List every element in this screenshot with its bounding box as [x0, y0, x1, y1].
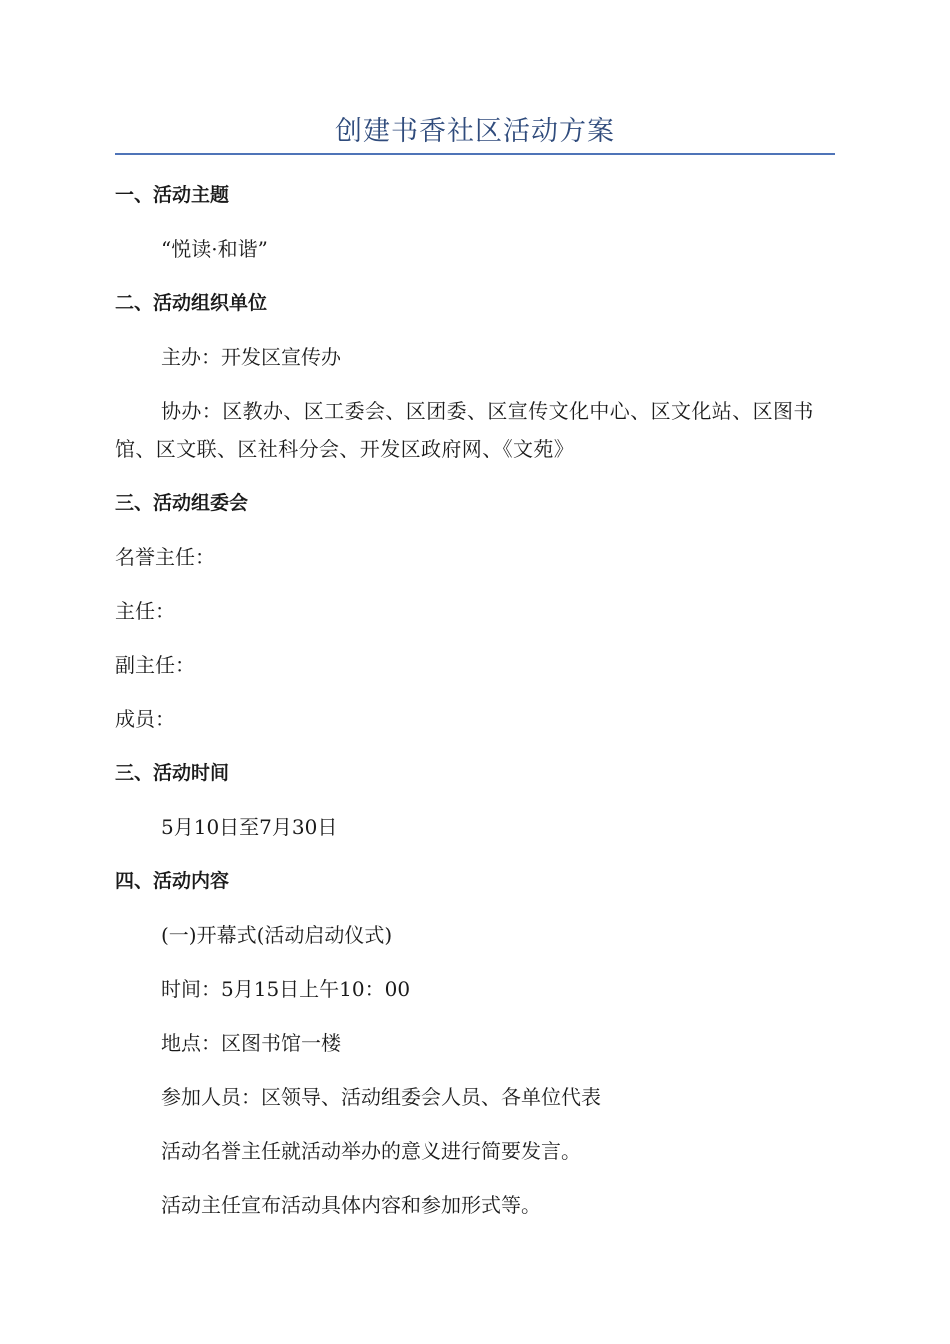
opening-ceremony-title: (一)开幕式(活动启动仪式) — [161, 923, 393, 947]
time-text: 5月10日至7月30日 — [161, 815, 338, 839]
opening-attendees: 参加人员：区领导、活动组委会人员、各单位代表 — [161, 1085, 601, 1109]
co-host-paragraph: 协办：区教办、区工委会、区团委、区宣传文化中心、区文化站、区图书馆、区文联、区社科分会、开发区政府网、《文苑》 — [115, 399, 814, 461]
committee-honorary-director: 名誉主任： — [115, 545, 215, 569]
title-underline — [115, 153, 835, 155]
section-heading-organizers: 二、活动组织单位 — [115, 292, 268, 314]
opening-place: 地点：区图书馆一楼 — [161, 1031, 341, 1055]
host-line: 主办：开发区宣传办 — [161, 345, 341, 369]
committee-director: 主任： — [115, 599, 175, 623]
theme-text: “悦读·和谐” — [161, 237, 268, 261]
section-heading-theme: 一、活动主题 — [115, 184, 230, 206]
section-heading-time: 三、活动时间 — [115, 762, 230, 784]
document-title: 创建书香社区活动方案 — [335, 116, 615, 147]
opening-announcement: 活动主任宣布活动具体内容和参加形式等。 — [161, 1193, 541, 1217]
committee-deputy-director: 副主任： — [115, 653, 195, 677]
section-heading-committee: 三、活动组委会 — [115, 492, 249, 514]
section-heading-content: 四、活动内容 — [115, 870, 230, 892]
opening-speech: 活动名誉主任就活动举办的意义进行简要发言。 — [161, 1139, 581, 1163]
opening-time: 时间：5月15日上午10：00 — [161, 977, 411, 1001]
committee-members: 成员： — [115, 707, 175, 731]
